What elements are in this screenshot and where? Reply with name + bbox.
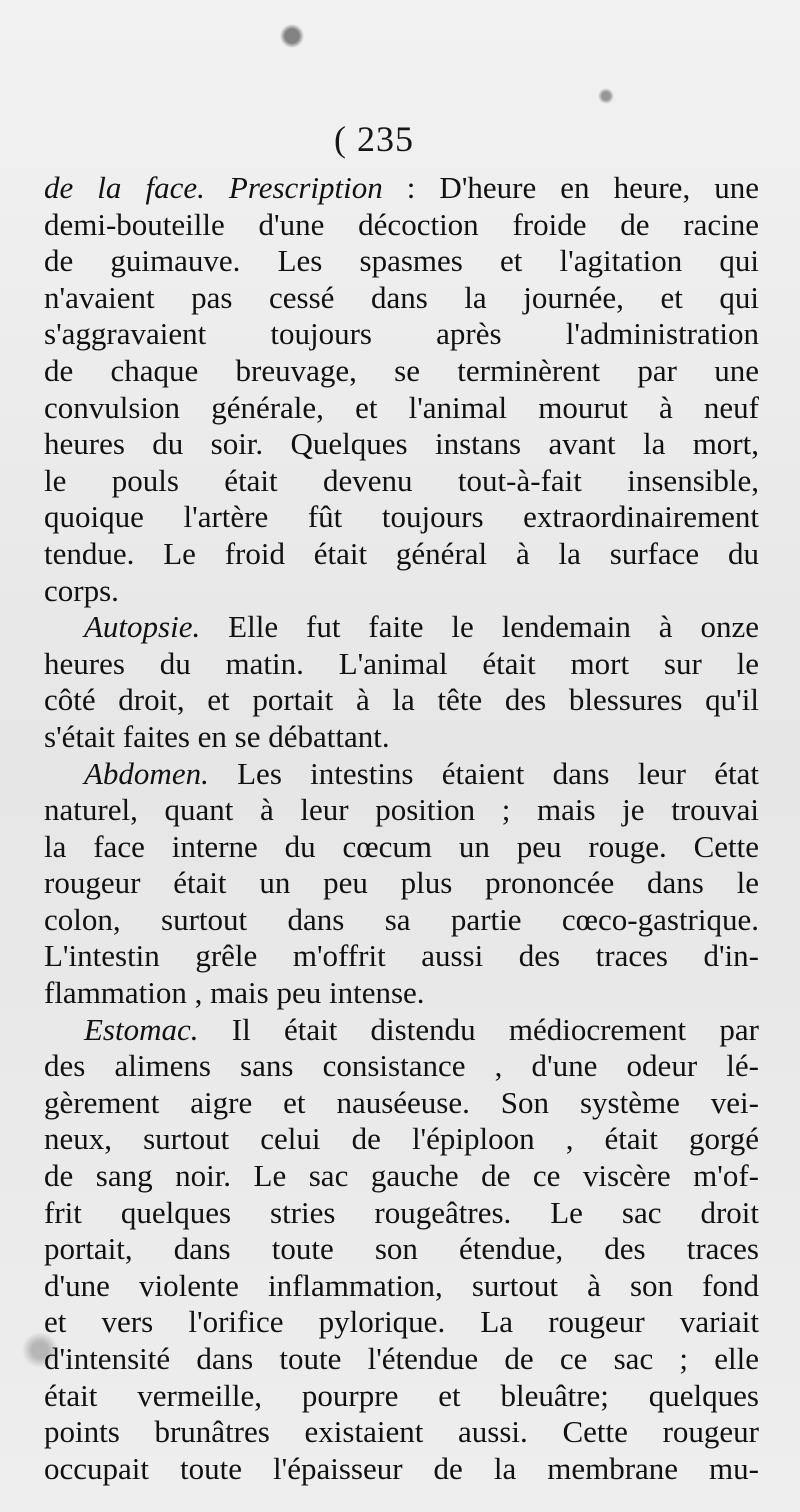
line-text: rougeur était un peu plus prononcée dans le <box>44 865 759 901</box>
text-line <box>44 938 759 975</box>
text-line <box>44 1304 759 1341</box>
line-text: d'une violente inflammation, surtout à son fond <box>44 1267 759 1303</box>
text-line <box>44 609 759 646</box>
line-text: convulsion générale, et l'animal mourut à neuf <box>44 389 759 425</box>
text-line <box>44 902 759 939</box>
line-text: tendue. Le froid était général à la surface du <box>44 535 759 571</box>
text-line <box>44 207 759 244</box>
line-text: d'intensité dans toute l'étendue de ce sac ; elle <box>44 1341 759 1376</box>
line-text: neux, surtout celui de l'épiploon , était gorgé <box>44 1121 759 1157</box>
body-text <box>44 170 759 1487</box>
text-line <box>44 316 759 353</box>
line-text: s'aggravaient toujours après l'administration <box>44 316 759 352</box>
line-text: naturel, quant à leur position ; mais je trouvai <box>44 792 759 828</box>
line-text: de guimauve. Les spasmes et l'agitation qui <box>44 243 759 279</box>
line-text: et vers l'orifice pylorique. La rougeur variait <box>44 1304 759 1340</box>
text-line <box>44 1121 759 1158</box>
text-line <box>44 353 759 390</box>
text-line <box>44 865 759 902</box>
line-text: occupait toute l'épaisseur de la membrane mu- <box>44 1450 759 1486</box>
text-line <box>44 756 759 793</box>
text-line <box>44 719 759 756</box>
line-text: la face interne du cœcum un peu rouge. Cette <box>44 828 759 864</box>
text-line <box>44 829 759 866</box>
text-line <box>44 499 759 536</box>
line-text: de sang noir. Le sac gauche de ce viscère m'of- <box>44 1158 759 1194</box>
text-line <box>44 463 759 500</box>
line-text: flammation , mais peu intense. <box>44 975 425 1011</box>
italic-heading: Abdomen. <box>84 755 209 791</box>
italic-heading: de la face. Prescription <box>44 170 383 205</box>
text-line <box>44 1085 759 1122</box>
text-line <box>44 426 759 463</box>
text-line <box>44 975 759 1012</box>
line-text: de chaque breuvage, se terminèrent par une <box>44 352 759 388</box>
line-text: Il était distendu médiocrement par <box>198 1011 759 1047</box>
text-line <box>44 170 759 207</box>
line-text: côté droit, et portait à la tête des blessures qu'il <box>44 682 759 718</box>
line-text: le pouls était devenu tout-à-fait insensible, <box>44 462 759 498</box>
line-text: : D'heure en heure, une <box>382 170 759 205</box>
text-line <box>44 682 759 719</box>
italic-heading: Estomac. <box>84 1011 199 1047</box>
text-line <box>44 1158 759 1195</box>
line-text: corps. <box>44 572 119 608</box>
text-line <box>44 1048 759 1085</box>
line-text: portait, dans toute son étendue, des traces <box>44 1231 759 1267</box>
line-text: était vermeille, pourpre et bleuâtre; quelques <box>44 1377 759 1413</box>
italic-heading: Autopsie. <box>84 609 201 645</box>
line-text: des alimens sans consistance , d'une odeur lé- <box>44 1048 759 1084</box>
line-text: quoique l'artère fût toujours extraordinairement <box>44 499 759 535</box>
line-text: demi-bouteille d'une décoction froide de racine <box>44 206 759 242</box>
line-text: Elle fut faite le lendemain à onze <box>200 609 759 645</box>
text-line <box>44 1451 759 1488</box>
text-line <box>44 1414 759 1451</box>
text-line <box>44 1195 759 1232</box>
line-text: heures du soir. Quelques instans avant la mort, <box>44 426 759 462</box>
line-text: points brunâtres existaient aussi. Cette rougeur <box>44 1414 759 1450</box>
line-text: colon, surtout dans sa partie cœco-gastrique. <box>44 901 759 937</box>
text-line <box>44 792 759 829</box>
line-text: L'intestin grêle m'offrit aussi des traces d'in- <box>44 938 759 974</box>
line-text: gèrement aigre et nauséeuse. Son système vei- <box>44 1084 759 1120</box>
line-text: Les intestins étaient dans leur état <box>208 755 759 791</box>
text-line <box>44 646 759 683</box>
text-line <box>44 1012 759 1049</box>
text-line <box>44 1378 759 1415</box>
text-line <box>44 280 759 317</box>
line-text: frit quelques stries rougeâtres. Le sac droit <box>44 1194 759 1230</box>
text-line <box>44 573 759 610</box>
text-line <box>44 1231 759 1268</box>
line-text: n'avaient pas cessé dans la journée, et qui <box>44 279 759 315</box>
line-text: heures du matin. L'animal était mort sur le <box>44 645 759 681</box>
text-line <box>44 1341 759 1378</box>
page-number: ( 235 <box>334 119 414 159</box>
text-line <box>44 390 759 427</box>
line-text: s'était faites en se débattant. <box>44 718 390 754</box>
text-line <box>44 536 759 573</box>
text-line <box>44 1268 759 1305</box>
text-line <box>44 243 759 280</box>
